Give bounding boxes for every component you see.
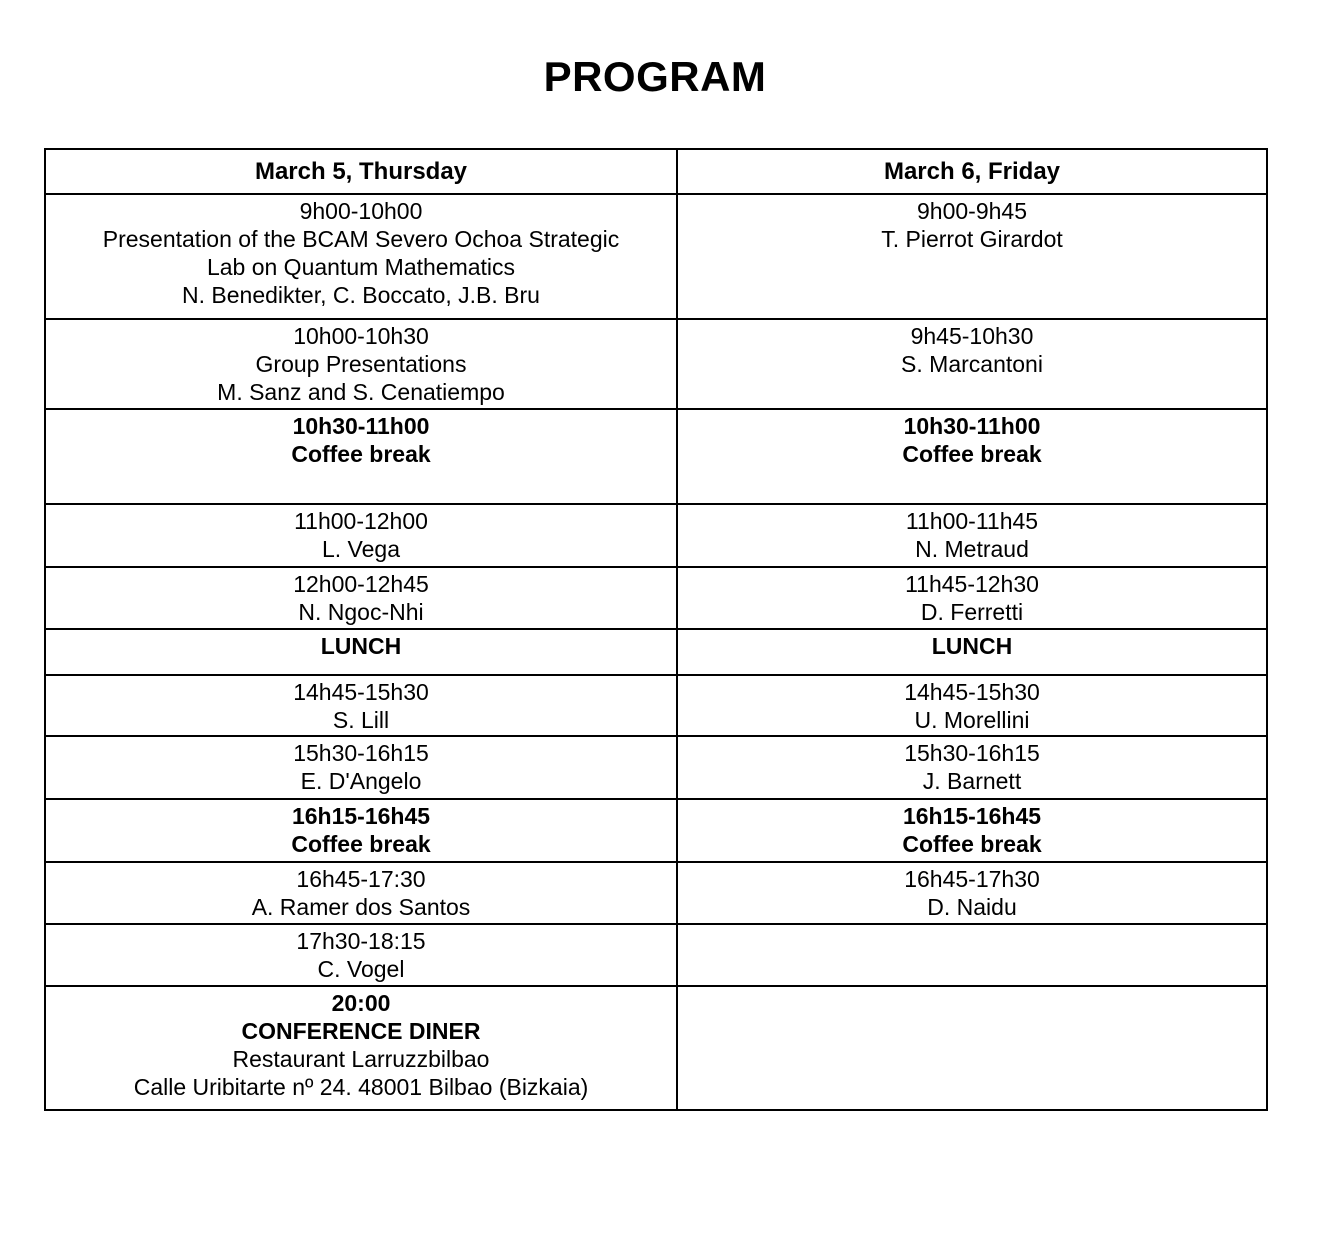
- cell-line: M. Sanz and S. Cenatiempo: [217, 379, 505, 405]
- schedule-cell: [677, 862, 1267, 924]
- cell-line: J. Barnett: [922, 768, 1022, 794]
- table-row: [45, 409, 1267, 504]
- table-row: [45, 924, 1267, 986]
- schedule-cell: [45, 799, 677, 862]
- table-row: [45, 675, 1267, 736]
- cell-line: 16h15-16h45: [902, 803, 1042, 829]
- schedule-cell: [45, 862, 677, 924]
- cell-line: 10h30-11h00: [292, 413, 430, 439]
- cell-line: Coffee break: [291, 831, 431, 857]
- table-row: [45, 736, 1267, 799]
- cell-line: E. D'Angelo: [300, 768, 422, 794]
- cell-line: 9h45-10h30: [910, 323, 1034, 349]
- schedule-cell: [677, 194, 1267, 319]
- schedule-cell: [45, 736, 677, 799]
- cell-line: 11h45-12h30: [905, 571, 1039, 597]
- table-row: [45, 629, 1267, 675]
- table-row: [45, 986, 1267, 1110]
- cell-line: 14h45-15h30: [293, 679, 429, 705]
- schedule-cell: [45, 986, 677, 1110]
- table-row: [45, 567, 1267, 629]
- cell-line: C. Vogel: [317, 956, 405, 982]
- schedule-cell: [677, 799, 1267, 862]
- table-row: [45, 194, 1267, 319]
- header-row: [45, 149, 1267, 194]
- cell-line: 16h45-17h30: [904, 866, 1040, 892]
- table-row: [45, 862, 1267, 924]
- program-table-header: [45, 149, 1267, 194]
- schedule-cell: [677, 675, 1267, 736]
- cell-line: 14h45-15h30: [904, 679, 1040, 705]
- schedule-cell: [677, 504, 1267, 567]
- page-title: PROGRAM: [543, 53, 767, 100]
- cell-line: N. Metraud: [915, 536, 1029, 562]
- schedule-cell: [45, 409, 677, 504]
- cell-line: 10h00-10h30: [293, 323, 429, 349]
- schedule-cell: [45, 567, 677, 629]
- column-header-march-6: March 6, Friday: [677, 149, 1267, 194]
- cell-line: 20:00: [331, 990, 391, 1016]
- schedule-cell: [677, 409, 1267, 504]
- cell-line: Lab on Quantum Mathematics: [206, 254, 516, 280]
- column-header-march-5: March 5, Thursday: [45, 149, 677, 194]
- schedule-cell: [45, 194, 677, 319]
- cell-line: S. Lill: [332, 707, 390, 733]
- cell-line: Coffee break: [902, 441, 1042, 467]
- cell-line: LUNCH: [931, 633, 1013, 659]
- schedule-cell: [45, 675, 677, 736]
- cell-line: N. Ngoc-Nhi: [298, 599, 424, 625]
- cell-line: S. Marcantoni: [901, 351, 1043, 377]
- cell-line: 12h00-12h45: [293, 571, 429, 597]
- cell-line: Coffee break: [902, 831, 1042, 857]
- cell-line: LUNCH: [320, 633, 402, 659]
- cell-line: L. Vega: [321, 536, 401, 562]
- cell-line: Group Presentations: [255, 351, 467, 377]
- schedule-cell: [677, 986, 1267, 1110]
- cell-line: U. Morellini: [914, 707, 1030, 733]
- program-table-body: [45, 194, 1267, 1110]
- cell-line: 11h00-12h00: [294, 508, 428, 534]
- program-page: [44, 52, 1266, 1111]
- cell-line: N. Benedikter, C. Boccato, J.B. Bru: [182, 282, 540, 308]
- cell-line: 17h30-18:15: [296, 928, 426, 954]
- cell-line: D. Ferretti: [920, 599, 1024, 625]
- cell-line: Restaurant Larruzzbilbao: [232, 1046, 490, 1072]
- table-row: [45, 319, 1267, 409]
- cell-line: 16h15-16h45: [291, 803, 431, 829]
- table-row: [45, 799, 1267, 862]
- cell-line: 10h30-11h00: [903, 413, 1041, 439]
- cell-line: Coffee break: [291, 441, 431, 467]
- cell-line: T. Pierrot Girardot: [881, 226, 1063, 252]
- cell-line: 15h30-16h15: [293, 740, 429, 766]
- program-table: [44, 148, 1268, 1111]
- schedule-cell: [677, 736, 1267, 799]
- cell-line: 11h00-11h45: [905, 508, 1039, 534]
- table-row: [45, 504, 1267, 567]
- schedule-cell: [677, 629, 1267, 675]
- cell-line: 9h00-10h00: [299, 198, 423, 224]
- schedule-cell: [45, 319, 677, 409]
- schedule-cell: [45, 629, 677, 675]
- cell-line: Presentation of the BCAM Severo Ochoa Strategic: [102, 226, 620, 252]
- schedule-cell: [45, 924, 677, 986]
- cell-line: CONFERENCE DINER: [241, 1018, 481, 1044]
- cell-line: 9h00-9h45: [917, 198, 1027, 224]
- schedule-cell: [677, 567, 1267, 629]
- schedule-cell: [45, 504, 677, 567]
- cell-line: 16h45-17:30: [296, 866, 426, 892]
- cell-line: D. Naidu: [927, 894, 1017, 920]
- schedule-cell: [677, 924, 1267, 986]
- cell-line: A. Ramer dos Santos: [251, 894, 471, 920]
- schedule-cell: [677, 319, 1267, 409]
- cell-line: 15h30-16h15: [904, 740, 1040, 766]
- cell-line: Calle Uribitarte nº 24. 48001 Bilbao (Bizkaia): [133, 1074, 589, 1100]
